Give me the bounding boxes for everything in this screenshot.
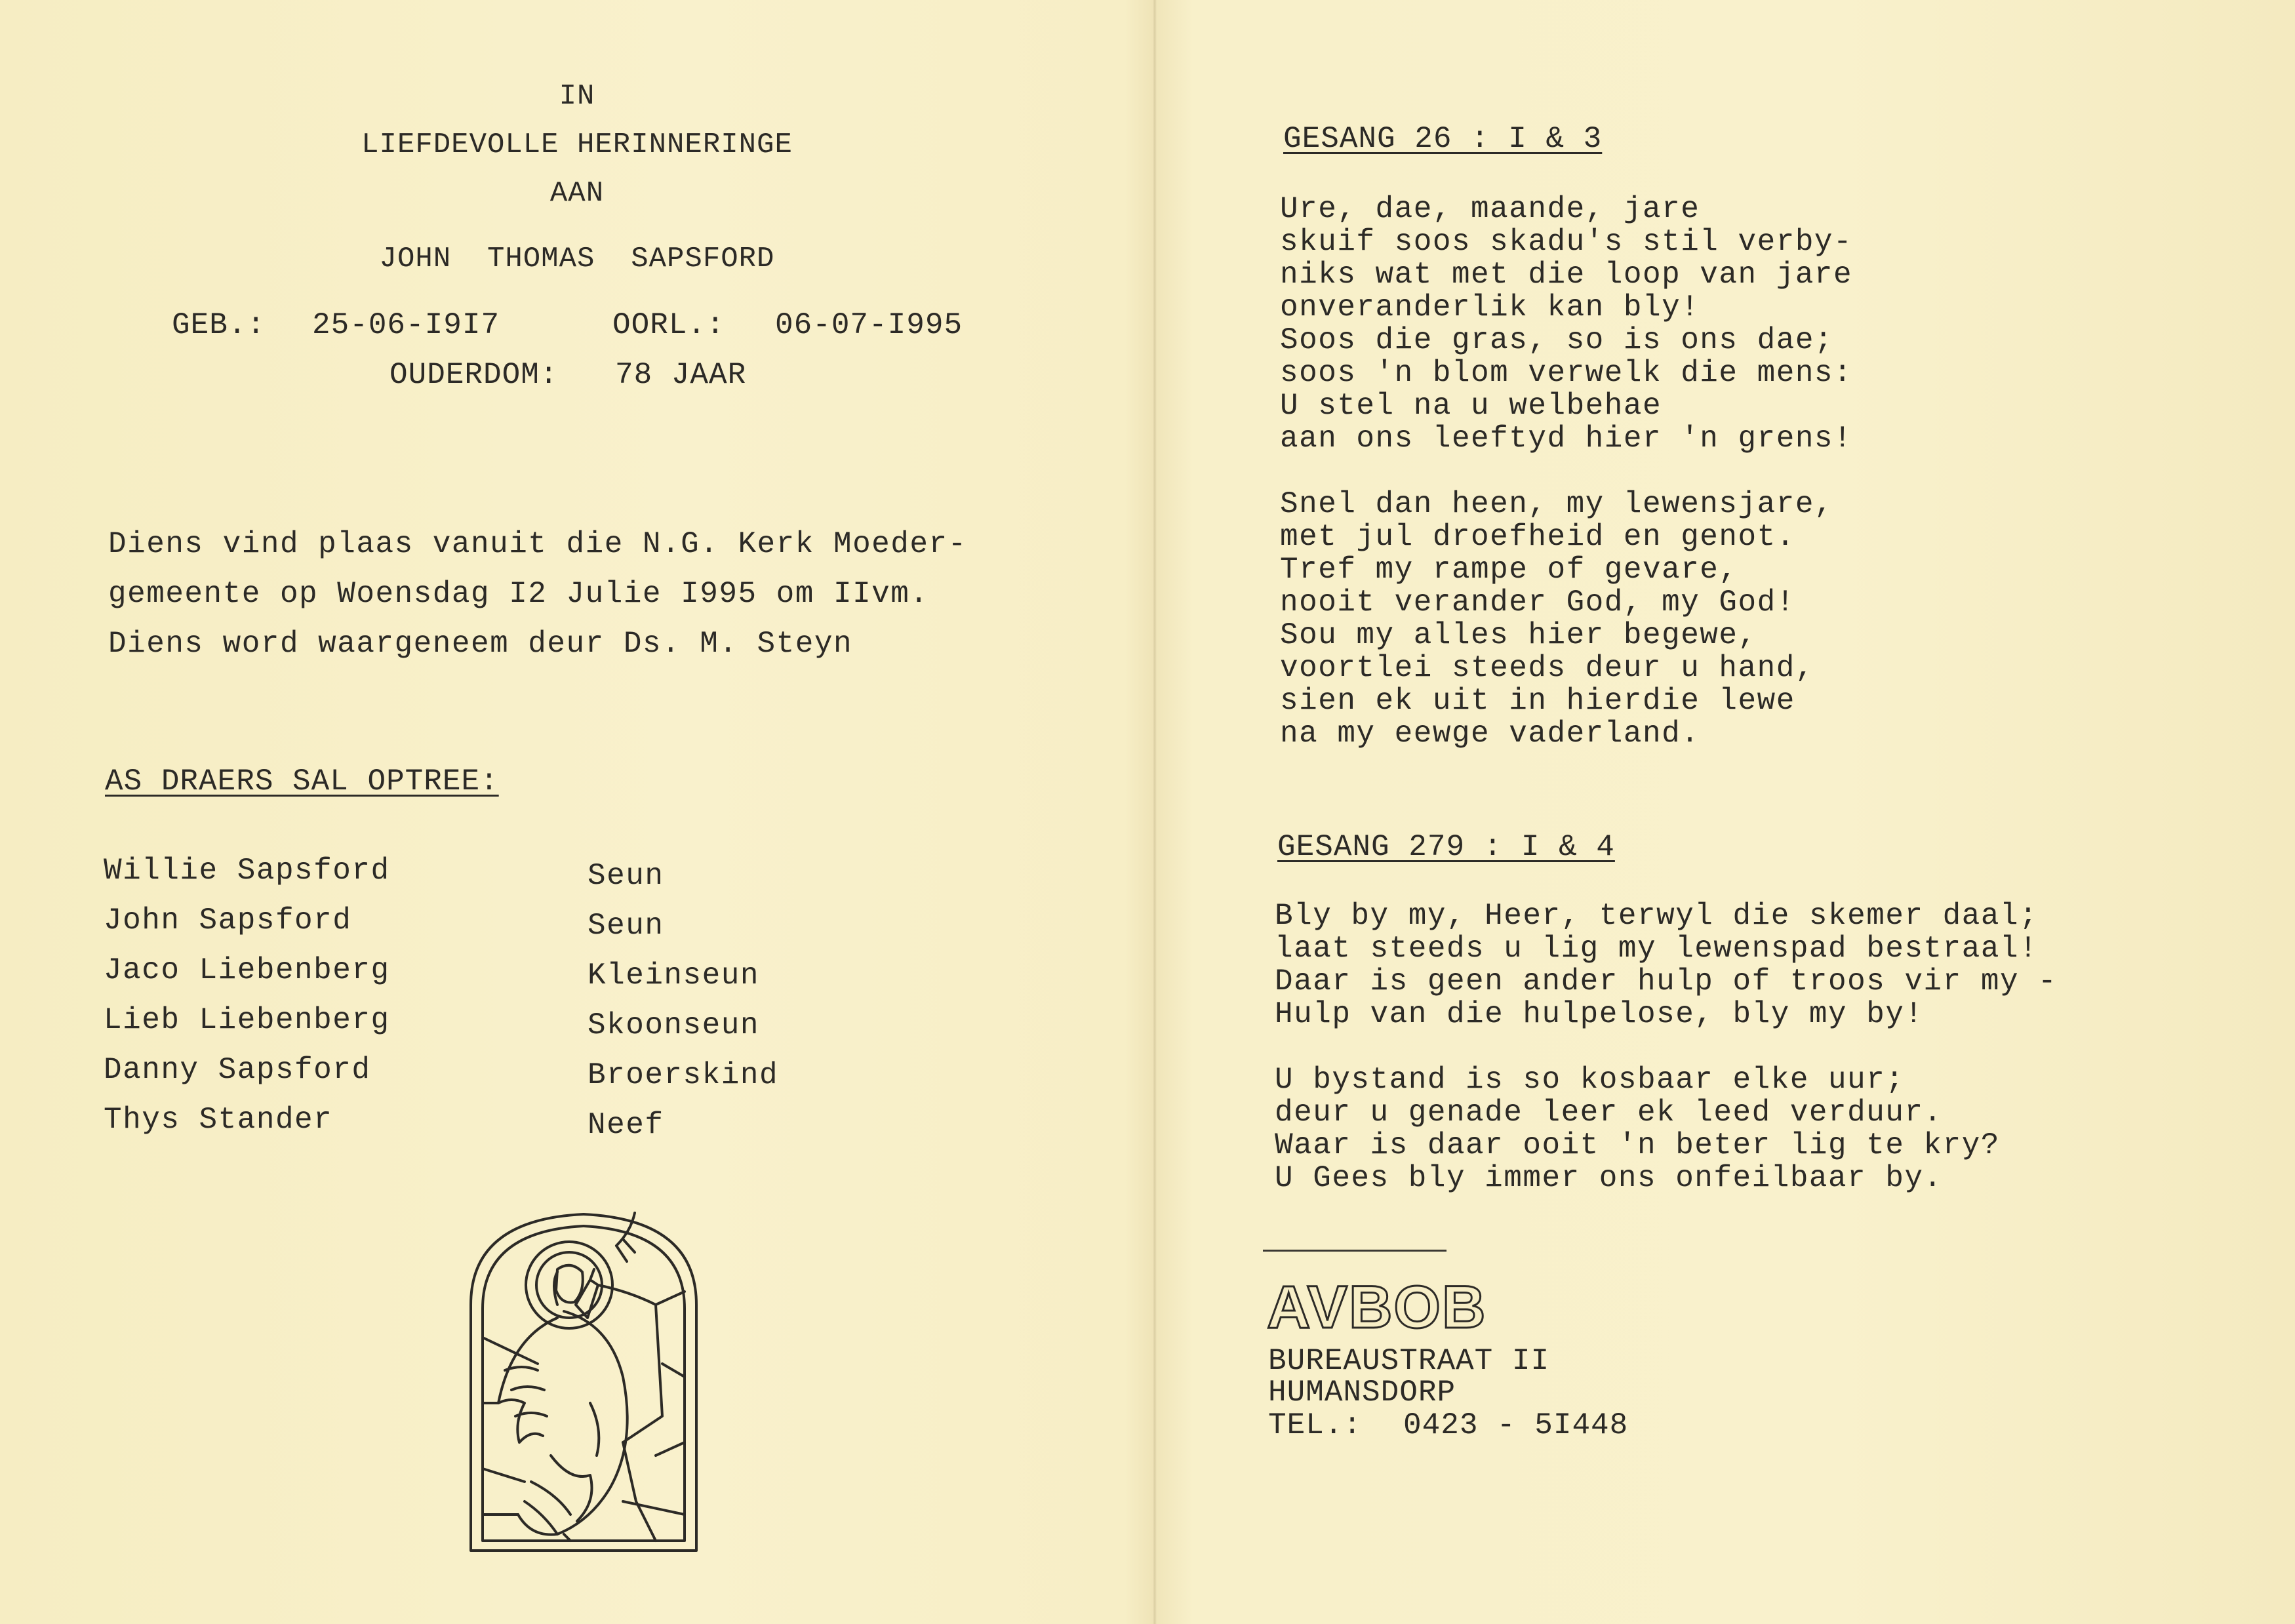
hymn-line: Ure, dae, maande, jare bbox=[1280, 192, 1700, 226]
died-date: 06-07-I995 bbox=[775, 308, 963, 342]
bearer-relation: Kleinseun bbox=[588, 959, 759, 993]
bearers-relations bbox=[588, 851, 778, 1150]
hymn1-title: GESANG 26 : I & 3 bbox=[1283, 122, 1603, 156]
hymn-line: na my eewge vaderland. bbox=[1280, 717, 1700, 751]
bearer-name: Lieb Liebenberg bbox=[104, 1003, 390, 1037]
bearer-relation: Neef bbox=[588, 1108, 664, 1142]
age-value: 78 JAAR bbox=[615, 358, 747, 392]
age-label: OUDERDOM: bbox=[389, 358, 559, 392]
bearer-name: Danny Sapsford bbox=[104, 1053, 371, 1087]
hymn-line: laat steeds u lig my lewenspad bestraal! bbox=[1275, 932, 2039, 966]
bearer-relation: Broerskind bbox=[588, 1058, 779, 1092]
service-line: Diens word waargeneem deur Ds. M. Steyn bbox=[108, 627, 853, 661]
hymn2-verse2 bbox=[1275, 1063, 2000, 1195]
hymn-line: Snel dan heen, my lewensjare, bbox=[1280, 487, 1834, 521]
praying-angel-stained-glass-icon bbox=[459, 1206, 708, 1560]
header-aan: AAN bbox=[549, 177, 605, 210]
hymn-line: niks wat met die loop van jare bbox=[1280, 258, 1853, 292]
hymn1-verse1 bbox=[1280, 193, 1852, 455]
deceased-name: JOHN THOMAS SAPSFORD bbox=[379, 243, 775, 275]
hymn-line: met jul droefheid en genot. bbox=[1280, 520, 1795, 554]
hymn-line: Daar is geen ander hulp of troos vir my - bbox=[1275, 964, 2058, 999]
hymn-line: voortlei steeds deur u hand, bbox=[1280, 651, 1814, 685]
hymn-line: aan ons leeftyd hier 'n grens! bbox=[1280, 422, 1853, 456]
hymn-line: skuif soos skadu's stil verby- bbox=[1280, 225, 1853, 259]
undertaker-town: HUMANSDORP bbox=[1268, 1376, 1456, 1410]
hymn-line: nooit verander God, my God! bbox=[1280, 585, 1795, 620]
hymn-line: U stel na u welbehae bbox=[1280, 389, 1662, 423]
bearers-heading: AS DRAERS SAL OPTREE: bbox=[105, 764, 499, 799]
bearer-name: Willie Sapsford bbox=[104, 854, 390, 888]
hymn1-verse2 bbox=[1280, 488, 1833, 750]
hymn-line: Sou my alles hier begewe, bbox=[1280, 618, 1757, 652]
hymn-line: soos 'n blom verwelk die mens: bbox=[1280, 356, 1853, 390]
center-fold bbox=[1153, 0, 1157, 1624]
service-details bbox=[108, 519, 967, 669]
bearer-relation: Skoonseun bbox=[588, 1008, 759, 1042]
hymn-line: Bly by my, Heer, terwyl die skemer daal; bbox=[1275, 899, 2039, 933]
hymn-line: Hulp van die hulpelose, bly my by! bbox=[1275, 997, 1924, 1031]
header-title: LIEFDEVOLLE HERINNERINGE bbox=[361, 129, 793, 161]
hymn-line: onveranderlik kan bly! bbox=[1280, 290, 1700, 325]
hymn-line: U Gees bly immer ons onfeilbaar by. bbox=[1275, 1161, 1943, 1195]
bearer-relation: Seun bbox=[588, 909, 664, 943]
born-date: 25-06-I9I7 bbox=[312, 308, 500, 342]
hymn2-verse1 bbox=[1275, 900, 2057, 1031]
hymn2-title: GESANG 279 : I & 4 bbox=[1277, 830, 1615, 864]
hymn-line: Tref my rampe of gevare, bbox=[1280, 553, 1738, 587]
bearers-names bbox=[104, 846, 390, 1145]
undertaker-address: BUREAUSTRAAT II bbox=[1268, 1344, 1550, 1378]
service-line: Diens vind plaas vanuit die N.G. Kerk Moeder- bbox=[108, 527, 967, 561]
tel-number: 0423 - 5I448 bbox=[1403, 1408, 1629, 1442]
bearer-name: John Sapsford bbox=[104, 903, 352, 938]
hymn-line: Soos die gras, so is ons dae; bbox=[1280, 323, 1834, 357]
died-label: OORL.: bbox=[612, 308, 725, 342]
bearer-name: Jaco Liebenberg bbox=[104, 953, 390, 987]
header-in: IN bbox=[559, 80, 595, 113]
avbob-logo: AVBOB bbox=[1267, 1274, 1487, 1341]
bearer-relation: Seun bbox=[588, 859, 664, 893]
hymn-line: deur u genade leer ek leed verduur. bbox=[1275, 1096, 1943, 1130]
hymn-line: sien ek uit in hierdie lewe bbox=[1280, 684, 1795, 718]
bearer-name: Thys Stander bbox=[104, 1103, 333, 1137]
hymn-line: Waar is daar ooit 'n beter lig te kry? bbox=[1275, 1128, 2000, 1162]
service-line: gemeente op Woensdag I2 Julie I995 om IIvm. bbox=[108, 577, 929, 611]
hymn-line: U bystand is so kosbaar elke uur; bbox=[1275, 1063, 1905, 1097]
divider-rule bbox=[1263, 1250, 1447, 1252]
born-label: GEB.: bbox=[172, 308, 266, 342]
tel-label: TEL.: bbox=[1268, 1408, 1363, 1442]
